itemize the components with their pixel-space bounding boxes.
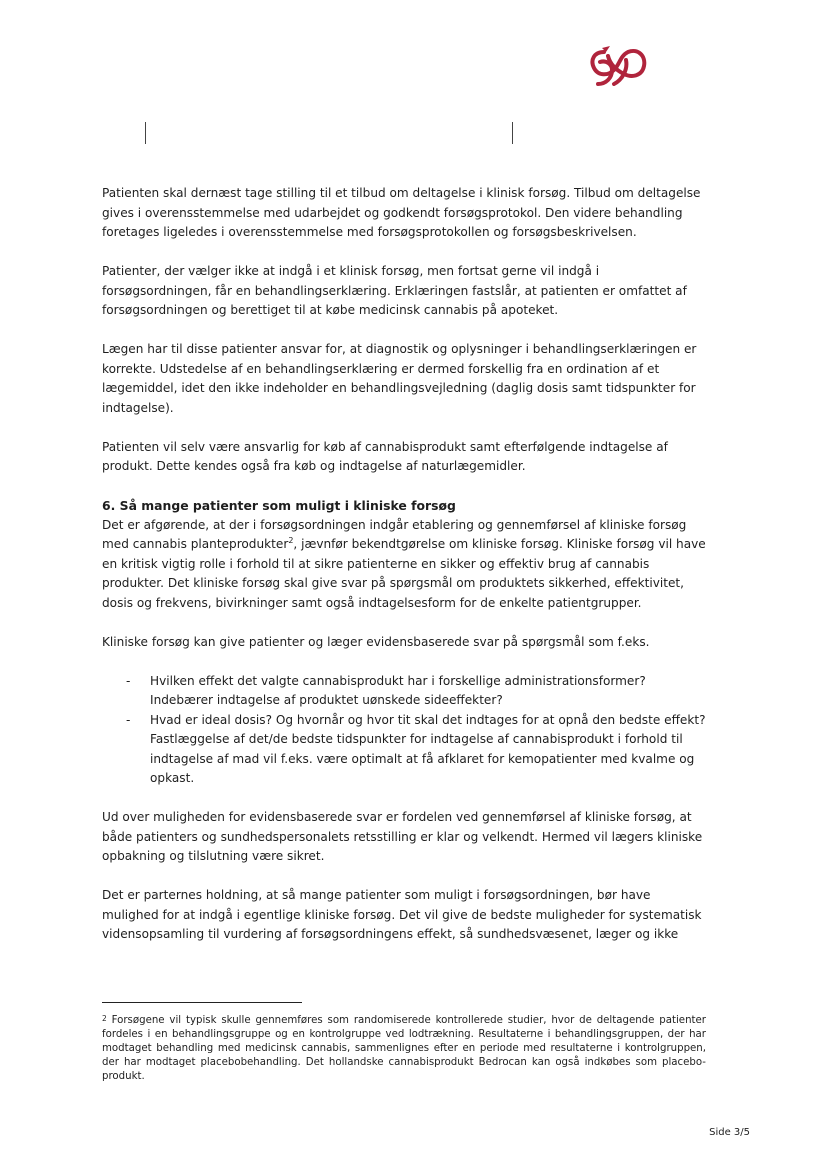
footnote-text: Forsøgene vil typisk skulle gennemføres som randomiserede kontrollerede studier, hvor de deltagende patienter fordeles i en behandlingsgruppe og en kontrolgruppe ved lodtrækning. Resultaterne i behandlingsgruppen, der har modtaget behandling med medicinsk cannabis, sammenlignes efter en periode med resultaterne i kontrolgruppen, der har modtaget placebobehandling. Det hollandske cannabisprodukt Bedrocan kan også indkøbes som placebo-produkt. xyxy=(102,1015,706,1082)
list-dash: - xyxy=(126,712,131,727)
paragraph-4: Patienten vil selv være ansvarlig for køb af cannabisprodukt samt efterfølgende indtagelse af produkt. Dette kendes også fra køb og indtagelse af naturlægemidler. xyxy=(102,439,668,473)
footnote xyxy=(102,1012,706,1084)
paragraph-5-text-b: , jævnfør bekendtgørelse om kliniske forsøg. Kliniske forsøg vil have en kritisk vigtig rolle i forhold til at sikre patienterne en sikker og effektiv brug af cannabis produkter. Det kliniske forsøg skal give svar på spørgsmål om produktets sikkerhed, effektivitet, dosis og frekvens, bivirkninger samt også indtagelsesform for de enkelte patientgrupper. xyxy=(102,537,706,610)
body-text xyxy=(102,184,706,964)
section-heading: 6. Så mange patienter som muligt i kliniske forsøg xyxy=(102,498,456,513)
page-number: Side 3/5 xyxy=(709,1127,750,1138)
list-item-text: Hvad er ideal dosis? Og hvornår og hvor tit skal det indtages for at opnå den bedste effekt? Fastlæggelse af det/de bedste tidspunkter for indtagelse af cannabisprodukt i forhold til indtagelse af mad vil f.eks. være optimalt at få afklaret for kemopatienter med kvalme og opkast. xyxy=(150,712,706,785)
list-item xyxy=(126,672,706,711)
list-item-text: Hvilken effekt det valgte cannabisprodukt har i forskellige administrationsformer? Indebærer indtagelse af produktet uønskede sideeffekter? xyxy=(150,673,646,707)
list-item xyxy=(126,711,706,789)
header-divider-right xyxy=(512,122,513,144)
header-divider-left xyxy=(145,122,146,144)
list-dash: - xyxy=(126,673,131,688)
paragraph-3: Lægen har til disse patienter ansvar for, at diagnostik og oplysninger i behandlingserklæringen er korrekte. Udstedelse af en behandlingserklæring er dermed forskellig fra en ordination af et lægemiddel, idet den ikke indeholder en behandlingsvejledning (daglig dosis samt tidspunkter for indtagelse). xyxy=(102,342,697,415)
question-list xyxy=(102,672,706,789)
paragraph-8: Det er parternes holdning, at så mange patienter som muligt i forsøgsordningen, bør have mulighed for at indgå i egentlige kliniske forsøg. Det vil give de bedste muligheder for systematisk vidensopsamling til vurdering af forsøgsordningens effekt, så sundhedsvæsenet, læger og ikke xyxy=(102,888,702,941)
paragraph-1: Patienten skal dernæst tage stilling til et tilbud om deltagelse i klinisk forsøg. Tilbud om deltagelse gives i overensstemmelse med udarbejdet og godkendt forsøgsprotokol. Den videre behandling foretages ligeledes i overensstemmelse med forsøgsprotokollen og forsøgsbeskrivelsen. xyxy=(102,186,701,239)
paragraph-5-text-a: Det er afgørende, at der i forsøgsordningen indgår etablering og gennemførsel af kliniske forsøg med cannabis planteprodukter xyxy=(102,517,687,551)
paragraph-5 xyxy=(102,516,706,614)
footnote-separator xyxy=(102,1002,302,1003)
snake-logo-icon xyxy=(588,40,650,86)
footnote-number: 2 xyxy=(102,1014,107,1023)
footnote-reference: 2 xyxy=(288,535,294,545)
paragraph-6: Kliniske forsøg kan give patienter og læger evidensbaserede svar på spørgsmål som f.eks. xyxy=(102,634,650,649)
paragraph-2: Patienter, der vælger ikke at indgå i et klinisk forsøg, men fortsat gerne vil indgå i forsøgsordningen, får en behandlingserklæring. Erklæringen fastslår, at patienten er omfattet af forsøgsordningen og berettiget til at købe medicinsk cannabis på apoteket. xyxy=(102,264,687,317)
paragraph-7: Ud over muligheden for evidensbaserede svar er fordelen ved gennemførsel af kliniske forsøg, at både patienters og sundhedspersonalets retsstilling er klar og velkendt. Hermed vil lægers kliniske opbakning og tilslutning være sikret. xyxy=(102,810,703,863)
